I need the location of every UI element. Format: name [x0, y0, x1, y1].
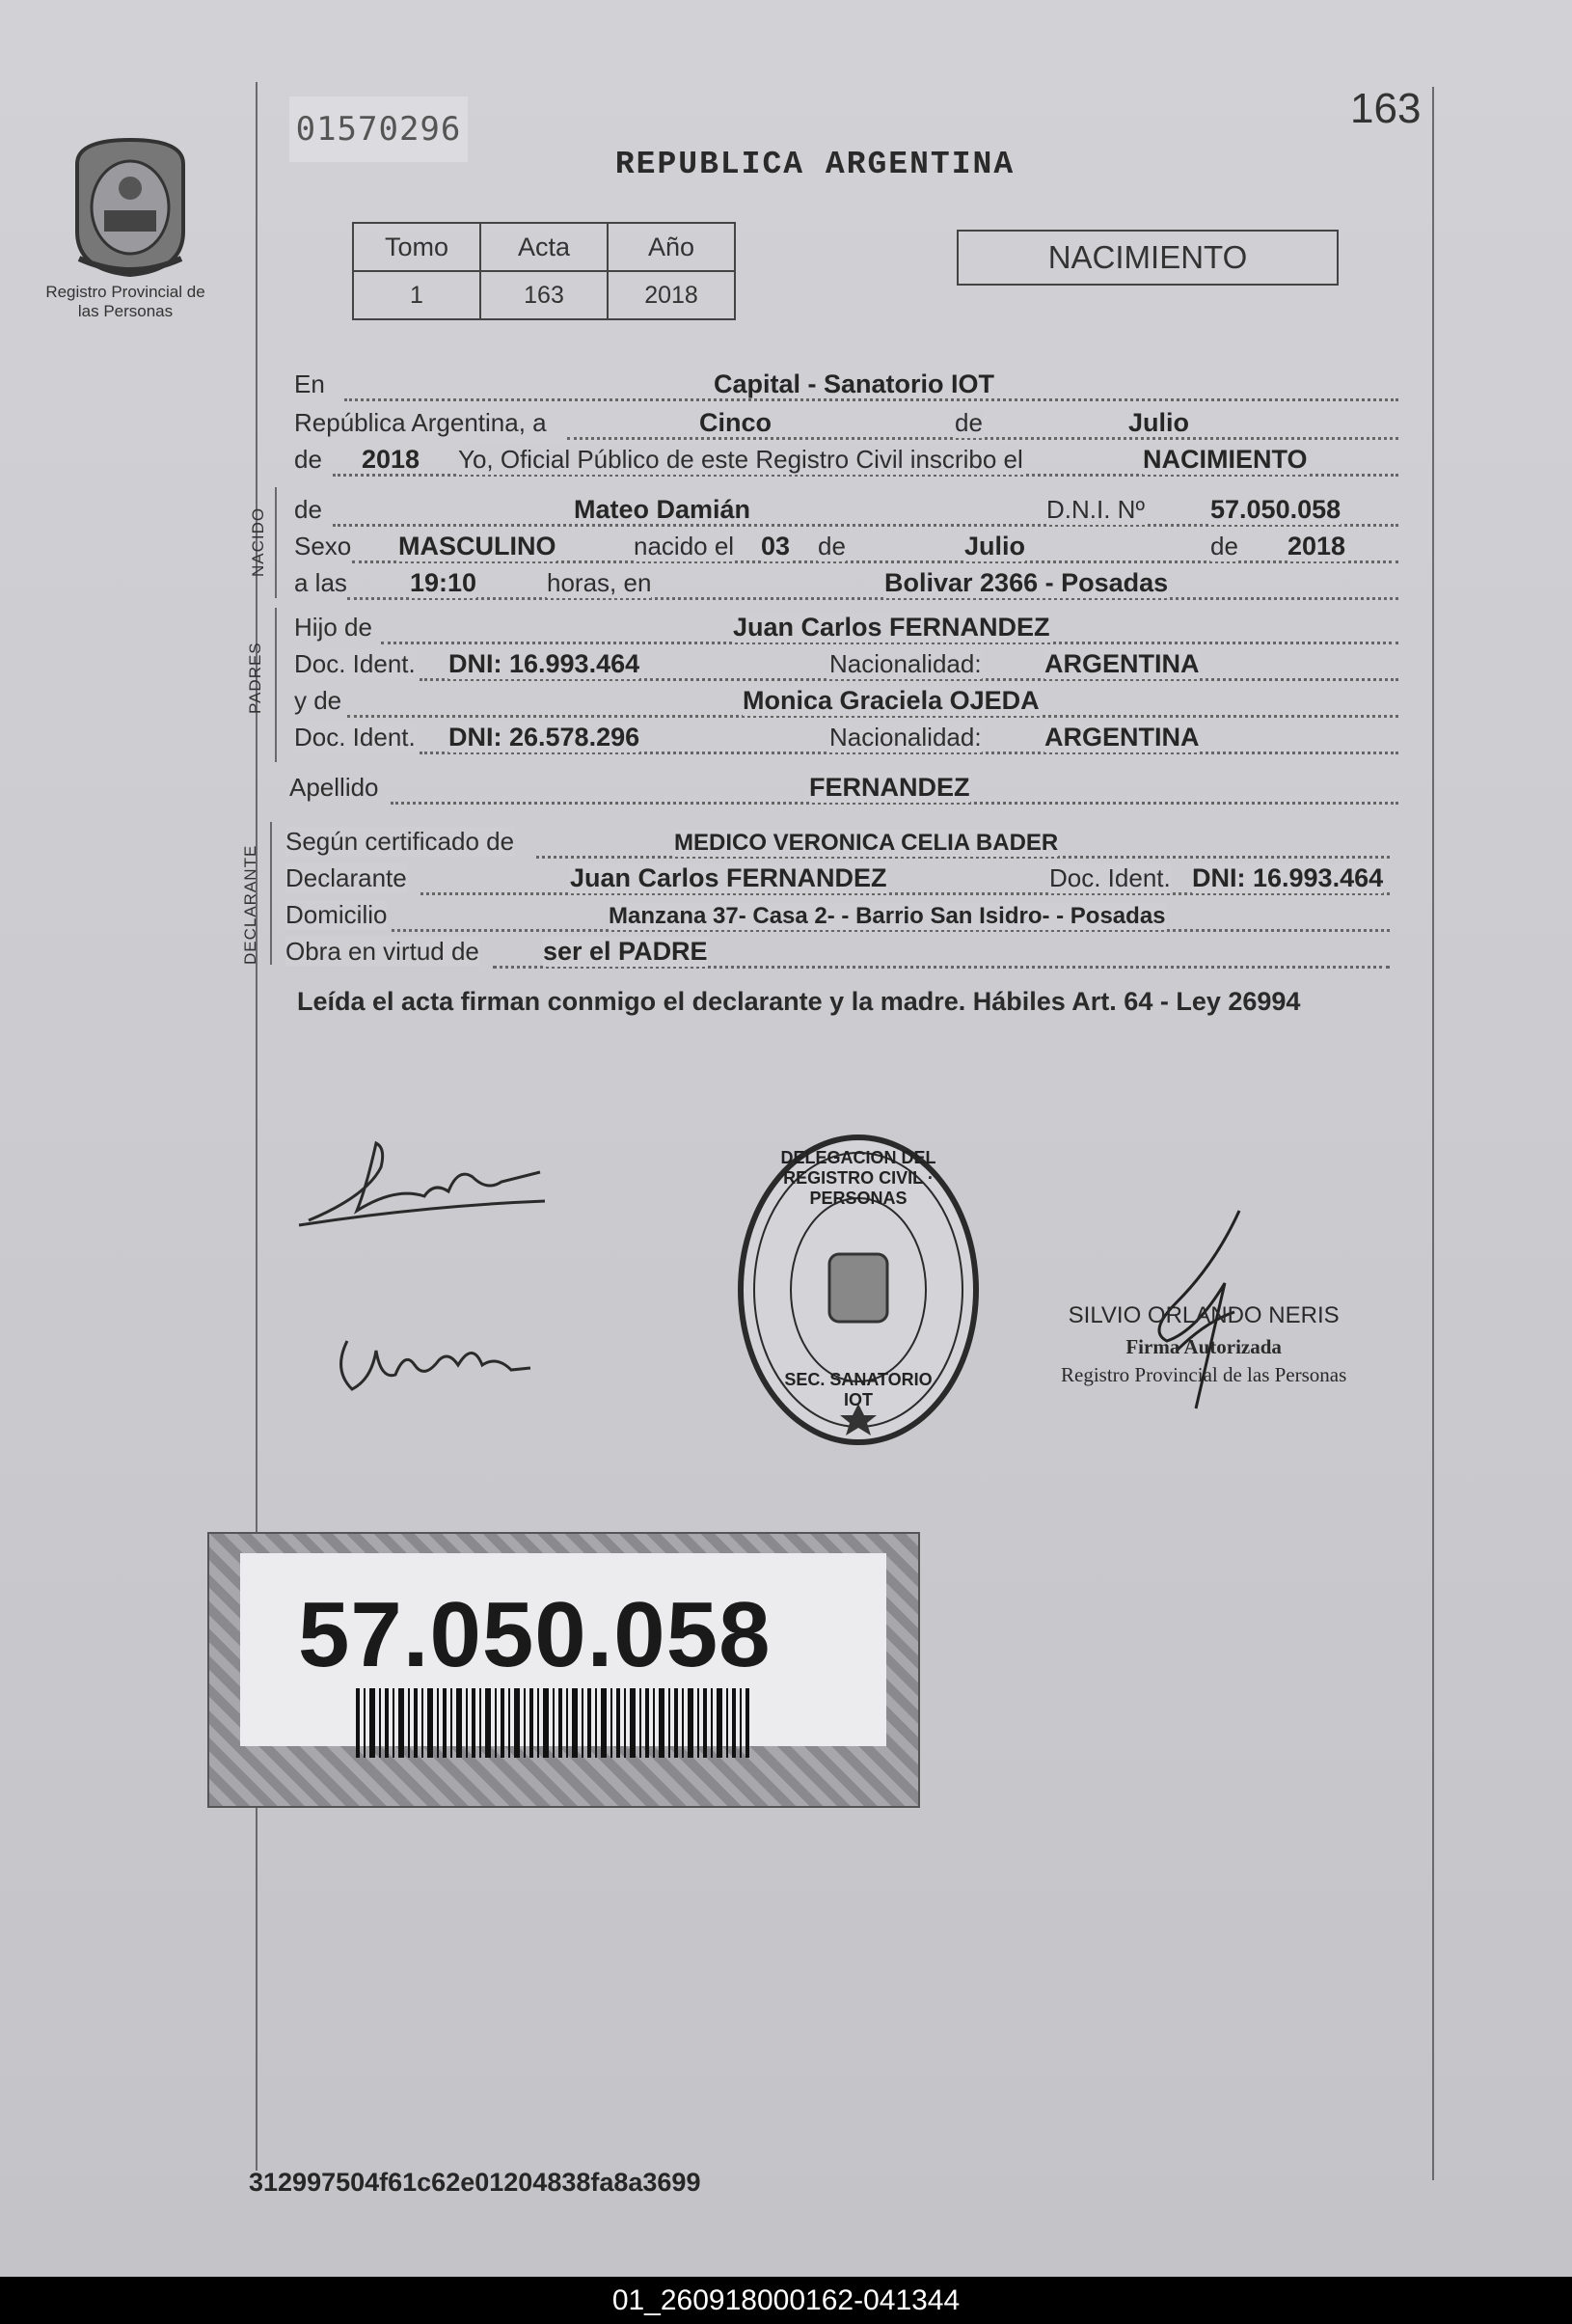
certificate-label: Según certificado de: [285, 827, 515, 856]
father-doc-label: Doc. Ident.: [294, 649, 416, 678]
time-row: [294, 563, 1398, 602]
of-label: de: [955, 408, 983, 437]
of-label-2: de: [818, 532, 846, 560]
born-label: nacido el: [634, 532, 735, 560]
register-value: 1: [353, 271, 480, 319]
sex-label: Sexo: [294, 532, 352, 560]
year-value: 2018: [362, 445, 420, 474]
republic-label: República Argentina, a: [294, 408, 547, 437]
mother-row: [294, 681, 1398, 720]
birth-month: Julio: [964, 532, 1026, 560]
mother-nationality: ARGENTINA: [1044, 723, 1200, 752]
serial-number: 01570296: [289, 96, 468, 162]
register-header: Acta: [480, 223, 608, 271]
surname-row: [289, 768, 1398, 807]
place-row: [294, 365, 1398, 403]
father-nationality: ARGENTINA: [1044, 649, 1200, 678]
declarant-signature: [289, 1129, 559, 1244]
father-row: [294, 608, 1398, 646]
registry-label: Registro Provincial de las Personas: [45, 283, 205, 320]
barcode-panel: [240, 1553, 886, 1746]
father-nationality-label: Nacionalidad:: [829, 649, 982, 678]
barcode-label: [207, 1532, 920, 1808]
father-label: Hijo de: [294, 613, 372, 642]
left-margin-line: [256, 82, 257, 2171]
stamp-inner-text: SEC. SANATORIO IOT: [784, 1370, 933, 1409]
barcode-bars: [356, 1688, 751, 1758]
name-row: [294, 490, 1398, 529]
mother-doc-label: Doc. Ident.: [294, 723, 416, 752]
official-text: Yo, Oficial Público de este Registro Civil inscribo el: [458, 445, 1023, 474]
month-value: Julio: [1128, 408, 1190, 437]
mother-label: y de: [294, 686, 342, 715]
place-label: En: [294, 369, 325, 398]
barcode-number: 57.050.058: [298, 1583, 772, 1686]
mother-signature: [318, 1312, 559, 1418]
certificate-row: [285, 822, 1390, 861]
day-value: Cinco: [699, 408, 772, 437]
register-value: 163: [480, 271, 608, 319]
right-margin-line: [1432, 87, 1434, 2180]
time-label: a las: [294, 568, 347, 597]
hours-label: horas, en: [547, 568, 652, 597]
official-stamp: [733, 1129, 984, 1457]
of-label-3: de: [1210, 532, 1238, 560]
side-label-padres: PADRES: [246, 642, 264, 714]
misiones-coat-of-arms-icon: [68, 135, 193, 280]
register-value: 2018: [608, 271, 735, 319]
by-virtue-label: Obra en virtud de: [285, 937, 479, 966]
side-label-declarante: DECLARANTE: [241, 844, 259, 965]
father-doc: DNI: 16.993.464: [448, 649, 640, 678]
place-value: Capital - Sanatorio IOT: [714, 369, 995, 398]
certificate-value: MEDICO VERONICA CELIA BADER: [674, 830, 1059, 856]
child-name: Mateo Damián: [574, 495, 751, 524]
side-label-nacido: NACIDO: [249, 506, 267, 577]
address-value: Manzana 37- Casa 2- - Barrio San Isidro- - Posadas: [609, 903, 1166, 929]
dni-label: D.N.I. Nº: [1046, 495, 1145, 524]
document-hash: 312997504f61c62e01204838fa8a3699: [249, 2168, 701, 2197]
year-row: [294, 440, 1398, 478]
mother-doc: DNI: 26.578.296: [448, 723, 640, 752]
page-title: REPUBLICA ARGENTINA: [614, 147, 1016, 182]
page-number: 163: [1350, 85, 1422, 132]
surname-value: FERNANDEZ: [809, 773, 970, 802]
register-header: Año: [608, 223, 735, 271]
mother-doc-row: [294, 718, 1398, 756]
declarant-row: [285, 859, 1390, 897]
closing-note: Leída el acta firman conmigo el declarante y la madre. Hábiles Art. 64 - Ley 26994: [297, 987, 1301, 1016]
address-label: Domicilio: [285, 900, 388, 929]
birth-address: Bolivar 2366 - Posadas: [884, 568, 1169, 597]
date-row: [294, 403, 1398, 442]
footer-id-bar: 01_260918000162-041344: [0, 2277, 1572, 2324]
act-value: NACIMIENTO: [1143, 445, 1308, 474]
by-virtue-row: [285, 932, 1390, 971]
register-table: [352, 222, 736, 320]
surname-label: Apellido: [289, 773, 379, 802]
register-header: Tomo: [353, 223, 480, 271]
father-name: Juan Carlos FERNANDEZ: [733, 613, 1050, 642]
signatory-name: SILVIO ORLANDO NERIS: [1068, 1302, 1340, 1328]
signatory-office: Registro Provincial de las Personas: [1061, 1363, 1347, 1386]
child-dni: 57.050.058: [1210, 495, 1342, 524]
birth-day: 03: [761, 532, 791, 560]
declarant-label: Declarante: [285, 863, 407, 892]
declarant-doc-label: Doc. Ident.: [1049, 863, 1171, 892]
declarant-doc: DNI: 16.993.464: [1192, 863, 1384, 892]
birth-year: 2018: [1287, 532, 1346, 560]
mother-name: Monica Graciela OJEDA: [743, 686, 1040, 715]
stamp-outer-text: DELEGACION DEL REGISTRO CIVIL · PERSONAS: [780, 1148, 936, 1208]
sex-row: [294, 527, 1398, 565]
by-virtue-value: ser el PADRE: [543, 937, 708, 966]
signatory-block: [1061, 1302, 1346, 1387]
sex-value: MASCULINO: [398, 532, 556, 560]
section-bar: [275, 608, 277, 762]
name-label: de: [294, 495, 322, 524]
birth-time: 19:10: [410, 568, 477, 597]
act-type-box: NACIMIENTO: [957, 230, 1339, 286]
section-bar: [275, 487, 277, 598]
year-label: de: [294, 445, 322, 474]
signatory-role: Firma Autorizada: [1125, 1335, 1282, 1358]
declarant-name: Juan Carlos FERNANDEZ: [570, 863, 887, 892]
mother-nationality-label: Nacionalidad:: [829, 723, 982, 752]
section-bar: [270, 822, 272, 965]
address-row: [285, 895, 1390, 934]
father-doc-row: [294, 644, 1398, 683]
